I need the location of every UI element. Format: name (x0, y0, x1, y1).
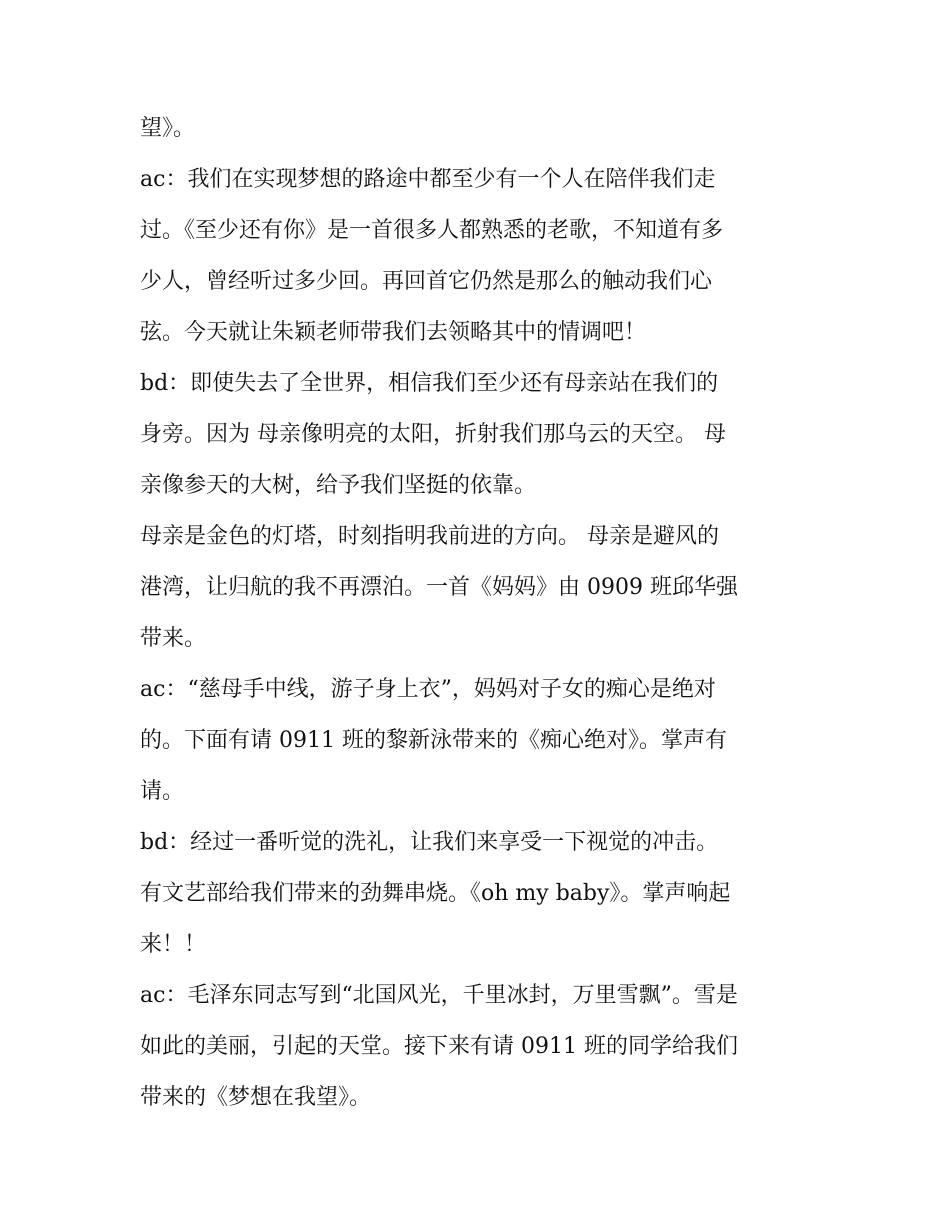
text-line: bd：即使失去了全世界，相信我们至少还有母亲站在我们的 (140, 371, 719, 396)
text-line: 请。 (140, 779, 185, 804)
text-line: 弦。今天就让朱颖老师带我们去领略其中的情调吧！ (140, 320, 647, 345)
text-line: 身旁。因为 母亲像明亮的太阳，折射我们那乌云的天空。 母 (140, 422, 726, 447)
text-line: 带来的《梦想在我望》。 (140, 1085, 372, 1110)
text-line: 母亲是金色的灯塔，时刻指明我前进的方向。 母亲是避风的 (140, 524, 719, 549)
text-line: 望》。 (140, 116, 196, 141)
text-line: 港湾，让归航的我不再漂泊。一首《妈妈》由 0909 班邱华强 (140, 575, 738, 600)
text-line: 带来。 (140, 626, 207, 651)
text-line: bd：经过一番听觉的洗礼，让我们来享受一下视觉的冲击。 (140, 830, 719, 855)
text-line: 过。《至少还有你》是一首很多人都熟悉的老歌，不知道有多 (140, 218, 724, 243)
text-line: 的。下面有请 0911 班的黎新泳带来的《痴心绝对》。掌声有 (140, 728, 727, 753)
text-line: 如此的美丽，引起的天堂。接下来有请 0911 班的同学给我们 (140, 1034, 738, 1059)
text-line: 亲像参天的大树，给予我们坚挺的依靠。 (140, 473, 537, 498)
text-line: 少人，曾经听过多少回。再回首它仍然是那么的触动我们心 (140, 269, 713, 294)
document-body (140, 103, 830, 1123)
text-line: 来！！ (140, 932, 207, 957)
text-line: ac：毛泽东同志写到“北国风光，千里冰封，万里雪飘”。雪是 (140, 983, 738, 1008)
text-line: 有文艺部给我们带来的劲舞串烧。《oh my baby》。掌声响起 (140, 881, 731, 906)
text-line: ac：“慈母手中线，游子身上衣”，妈妈对子女的痴心是绝对 (140, 677, 716, 702)
text-line: ac：我们在实现梦想的路途中都至少有一个人在陪伴我们走 (140, 167, 716, 192)
